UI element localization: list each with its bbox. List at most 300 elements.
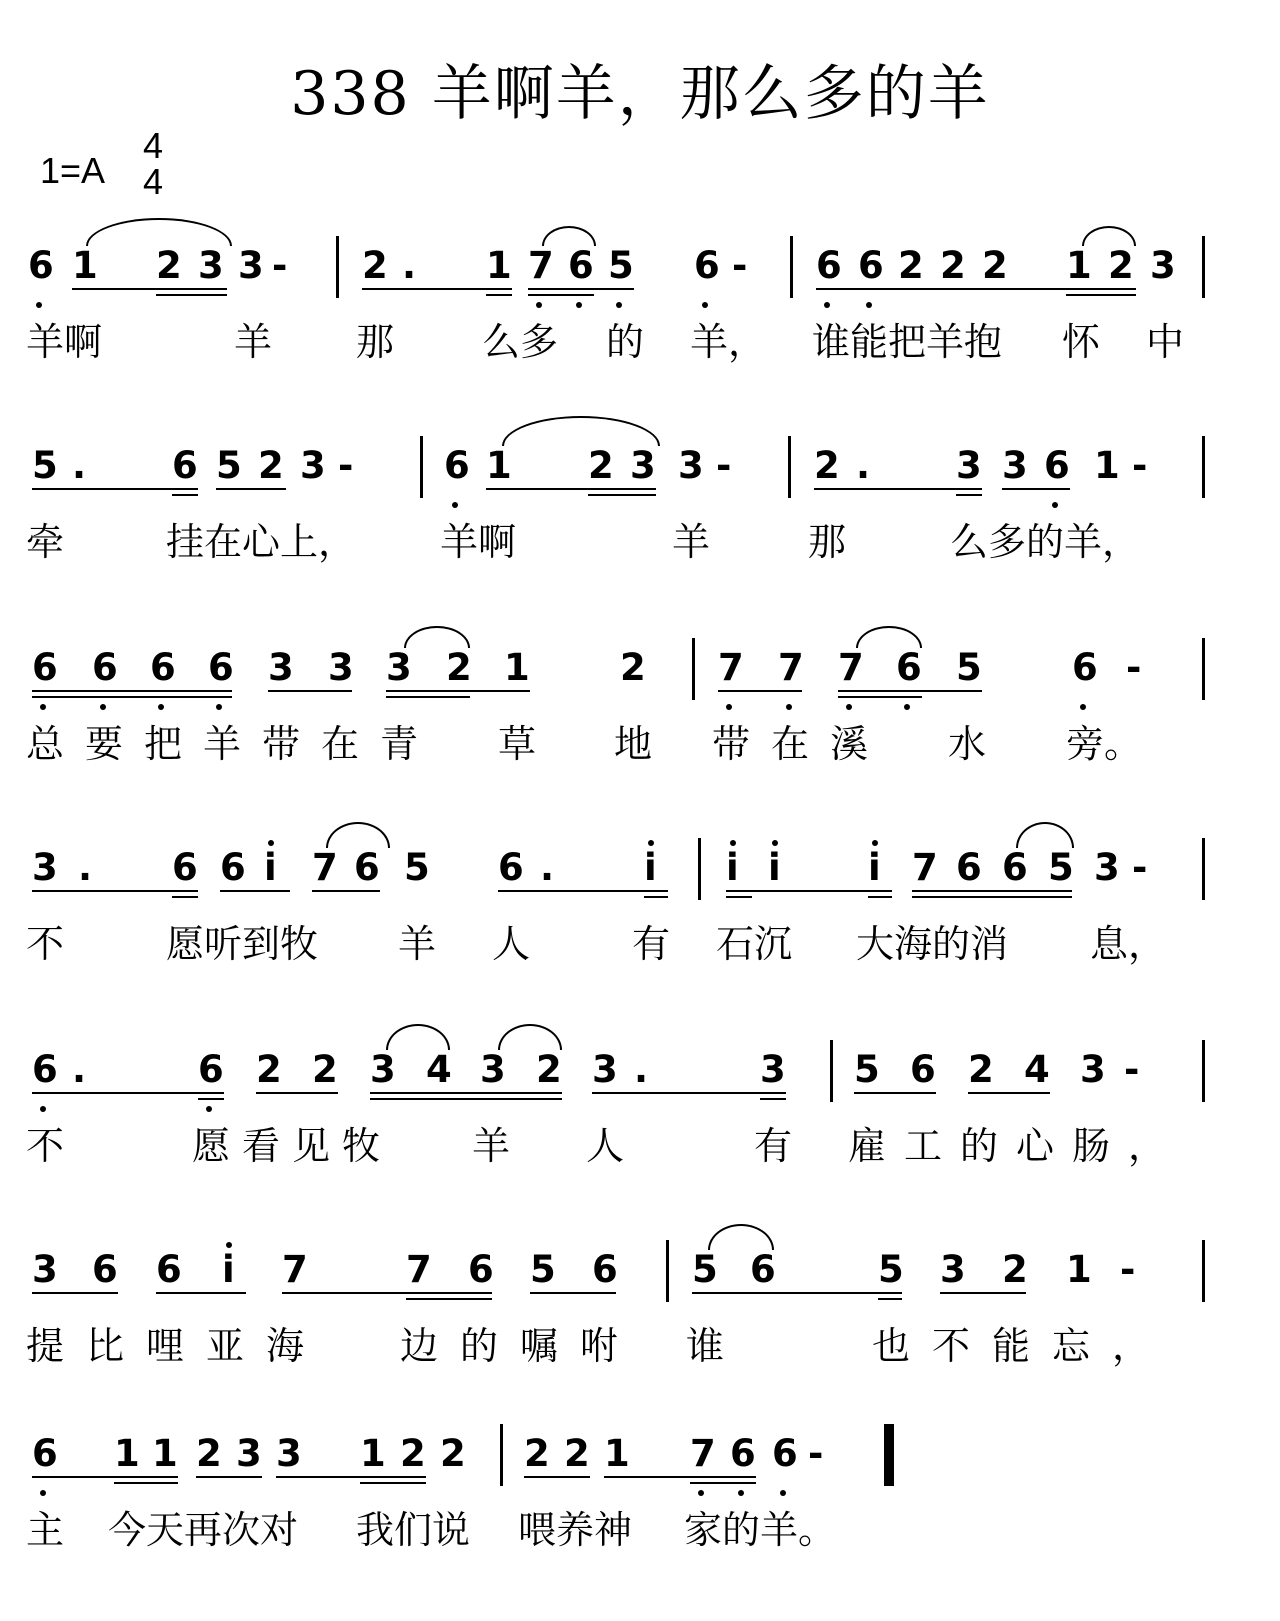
beam-underline (312, 890, 380, 892)
beam-underline (32, 1092, 224, 1094)
lyric: 大海的消 (856, 922, 1009, 966)
time-signature (138, 125, 168, 202)
key-signature: 1=A (40, 150, 106, 191)
note: 1 (152, 1432, 178, 1475)
slur (326, 822, 390, 848)
slur (502, 416, 660, 446)
lyric: 谁 (686, 1324, 725, 1368)
note: 6 (32, 1432, 58, 1475)
barline (420, 436, 423, 498)
slur (542, 226, 596, 246)
octave-dot (738, 1490, 744, 1496)
note: 6 (32, 1048, 58, 1091)
note: 7 (528, 244, 554, 287)
beam-underline (838, 696, 922, 698)
note: 6 (198, 1048, 224, 1091)
note: 6 (172, 444, 198, 487)
beam-underline (498, 890, 668, 892)
note: 6 (750, 1248, 776, 1291)
note: 3 (956, 444, 982, 487)
lyric: 息， (1090, 922, 1167, 966)
augmentation-dot: . (78, 846, 93, 889)
note: 2 (258, 444, 284, 487)
beam-underline (198, 1098, 224, 1100)
notation-line (26, 1044, 1256, 1104)
lyric: 羊啊 (26, 320, 103, 364)
lyric: 中 (1146, 320, 1185, 364)
lyric: 水 (948, 722, 987, 766)
note: 1 (486, 244, 512, 287)
octave-dot (576, 302, 582, 308)
dash-extension: - (808, 1432, 824, 1475)
note: 5 (608, 244, 634, 287)
lyric: 么多 (482, 320, 559, 364)
note: 6 (1002, 846, 1028, 889)
beam-underline (956, 494, 982, 496)
octave-dot (786, 704, 792, 710)
lyric: 带在溪 (712, 722, 890, 766)
lyrics-line (26, 720, 1256, 770)
lyric: 谁能把羊抱 (812, 320, 1003, 364)
note: i (222, 1248, 235, 1291)
beam-underline (216, 488, 286, 490)
octave-dot (36, 302, 42, 308)
note: 6 (592, 1248, 618, 1291)
note: i (726, 846, 739, 889)
dash-extension: - (1132, 846, 1148, 889)
dash-extension: - (732, 244, 748, 287)
lyric: 地 (614, 722, 653, 766)
note: 3 (32, 1248, 58, 1291)
note: 3 (238, 244, 264, 287)
note: 2 (982, 244, 1008, 287)
lyric: 牵 (26, 520, 65, 564)
beam-underline (370, 1092, 562, 1094)
beam-underline (604, 1476, 756, 1478)
beam-underline (282, 1292, 492, 1294)
lyric: 总要把羊带在青 (26, 722, 440, 766)
notation-line (26, 240, 1256, 300)
dash-extension: - (1124, 1048, 1140, 1091)
lyrics-line (26, 1506, 1256, 1556)
lyric: 愿听到牧 (166, 922, 319, 966)
octave-dot (100, 704, 106, 710)
beam-underline (868, 896, 892, 898)
barline (1202, 838, 1205, 900)
note: 4 (1024, 1048, 1050, 1091)
note: 3 (1150, 244, 1176, 287)
lyric: 羊 (672, 520, 711, 564)
note: 1 (604, 1432, 630, 1475)
note: 6 (910, 1048, 936, 1091)
note: 3 (300, 444, 326, 487)
lyric: 不 (26, 922, 65, 966)
lyric: 么多的羊， (950, 520, 1141, 564)
note: i (768, 846, 781, 889)
lyric: 羊 (398, 922, 437, 966)
beam-underline (528, 288, 634, 290)
note: 5 (404, 846, 430, 889)
lyric: 草 (498, 722, 537, 766)
octave-dot (726, 704, 732, 710)
note: 6 (92, 1248, 118, 1291)
note: 6 (220, 846, 246, 889)
beam-underline (32, 488, 198, 490)
beam-underline (530, 1292, 616, 1294)
note: i (868, 846, 881, 889)
barline (1202, 1040, 1205, 1102)
barline (1202, 436, 1205, 498)
notation-line (26, 842, 1256, 902)
beam-underline (220, 890, 290, 892)
notation-line (26, 1244, 1256, 1304)
beam-underline (32, 690, 232, 692)
note: 2 (196, 1432, 222, 1475)
barline (336, 236, 339, 298)
note: 3 (198, 244, 224, 287)
note: 6 (816, 244, 842, 287)
note: 6 (694, 244, 720, 287)
slur (386, 1024, 450, 1050)
note: 3 (630, 444, 656, 487)
beam-underline (268, 690, 352, 692)
octave-dot (730, 840, 736, 846)
lyrics-line (26, 318, 1256, 368)
lyric: 雇工的心肠， (848, 1124, 1185, 1168)
octave-dot (872, 840, 878, 846)
note: 5 (692, 1248, 718, 1291)
lyrics-line (26, 1322, 1256, 1372)
lyric: 今天再次对 (108, 1508, 299, 1552)
beam-underline (968, 1092, 1050, 1094)
note: 6 (498, 846, 524, 889)
note: 7 (912, 846, 938, 889)
lyric: 怀 (1062, 320, 1101, 364)
octave-dot (1052, 502, 1058, 508)
note: 2 (362, 244, 388, 287)
note: 2 (440, 1432, 466, 1475)
note: 1 (360, 1432, 386, 1475)
lyric: 旁。 (1066, 722, 1143, 766)
octave-dot (780, 1490, 786, 1496)
note: 6 (730, 1432, 756, 1475)
beam-underline (838, 690, 982, 692)
lyric: 我们说 (356, 1508, 471, 1552)
dash-extension: - (338, 444, 354, 487)
beam-underline (362, 288, 512, 290)
dash-extension: - (1126, 646, 1142, 689)
beam-underline (360, 1482, 426, 1484)
octave-dot (40, 1490, 46, 1496)
page-title: 338 羊啊羊，那么多的羊 (290, 59, 990, 129)
beam-underline (156, 294, 227, 296)
note: 2 (898, 244, 924, 287)
note: 1 (1094, 444, 1120, 487)
note: 3 (592, 1048, 618, 1091)
augmentation-dot: . (634, 1048, 649, 1091)
note: 2 (536, 1048, 562, 1091)
note: 6 (896, 646, 922, 689)
octave-dot (904, 704, 910, 710)
note: 7 (718, 646, 744, 689)
lyric: 那 (808, 520, 847, 564)
note: 4 (426, 1048, 452, 1091)
note: 3 (480, 1048, 506, 1091)
lyric: 石沉 (716, 922, 793, 966)
note: 5 (854, 1048, 880, 1091)
slur (1016, 822, 1074, 848)
beam-underline (760, 1098, 786, 1100)
note: 3 (1094, 846, 1120, 889)
note: 6 (156, 1248, 182, 1291)
beam-underline (814, 488, 982, 490)
beam-underline (172, 494, 198, 496)
lyric: 愿看见牧 (192, 1124, 393, 1168)
beam-underline (718, 690, 802, 692)
augmentation-dot: . (72, 444, 87, 487)
note: 1 (504, 646, 530, 689)
beam-underline (912, 890, 1072, 892)
beam-underline (690, 1482, 756, 1484)
note: 3 (678, 444, 704, 487)
note: 7 (838, 646, 864, 689)
dash-extension: - (716, 444, 732, 487)
octave-dot (1080, 704, 1086, 710)
note: 7 (312, 846, 338, 889)
beam-underline (32, 696, 232, 698)
lyric: 喂养神 (518, 1508, 633, 1552)
note: 2 (564, 1432, 590, 1475)
note: 6 (92, 646, 118, 689)
slur (404, 626, 470, 648)
barline (698, 838, 701, 900)
note: 6 (1044, 444, 1070, 487)
lyric: 挂在心上， (166, 520, 357, 564)
note: 3 (236, 1432, 262, 1475)
lyrics-line (26, 1122, 1256, 1172)
note: 7 (778, 646, 804, 689)
note: 6 (150, 646, 176, 689)
beam-underline (692, 1292, 902, 1294)
note: 5 (878, 1248, 904, 1291)
note: 3 (328, 646, 354, 689)
note: 1 (1066, 1248, 1092, 1291)
slur (856, 626, 922, 648)
beam-underline (878, 1298, 902, 1300)
beam-underline (486, 294, 512, 296)
note: i (644, 846, 657, 889)
note: 5 (956, 646, 982, 689)
octave-dot (40, 1106, 46, 1112)
dash-extension: - (272, 244, 288, 287)
note: 7 (282, 1248, 308, 1291)
note: 6 (1072, 646, 1098, 689)
note: 3 (940, 1248, 966, 1291)
barline (790, 236, 793, 298)
beam-underline (276, 1476, 426, 1478)
lyric: 有 (632, 922, 671, 966)
note: 6 (956, 846, 982, 889)
note: 2 (256, 1048, 282, 1091)
barline (1202, 638, 1205, 700)
augmentation-dot: . (856, 444, 871, 487)
beam-underline (156, 1292, 246, 1294)
note: 1 (486, 444, 512, 487)
lyric: 羊， (690, 320, 767, 364)
beam-underline (588, 494, 656, 496)
barline (788, 436, 791, 498)
note: 2 (968, 1048, 994, 1091)
beam-underline (406, 1298, 492, 1300)
lyrics-line (26, 920, 1256, 970)
lyric: 人 (492, 922, 531, 966)
octave-dot (40, 704, 46, 710)
octave-dot (216, 704, 222, 710)
lyrics-line (26, 518, 1256, 568)
dash-extension: - (1120, 1248, 1136, 1291)
augmentation-dot: . (540, 846, 555, 889)
beam-underline (386, 690, 530, 692)
note: 6 (858, 244, 884, 287)
beam-underline (370, 1098, 562, 1100)
beam-underline (172, 896, 198, 898)
note: 5 (32, 444, 58, 487)
octave-dot (772, 840, 778, 846)
note: 3 (370, 1048, 396, 1091)
time-signature-top: 4 (142, 125, 164, 166)
note: 7 (406, 1248, 432, 1291)
note: 3 (268, 646, 294, 689)
note: 5 (1048, 846, 1074, 889)
note: 3 (276, 1432, 302, 1475)
note: 5 (530, 1248, 556, 1291)
beam-underline (644, 896, 668, 898)
beam-underline (196, 1476, 262, 1478)
final-barline (884, 1424, 894, 1486)
note: 2 (400, 1432, 426, 1475)
beam-underline (386, 696, 470, 698)
octave-dot (206, 1106, 212, 1112)
note: 6 (28, 244, 54, 287)
beam-underline (726, 896, 752, 898)
beam-underline (1002, 488, 1070, 490)
octave-dot (698, 1490, 704, 1496)
note: 3 (32, 846, 58, 889)
notation-line (26, 440, 1256, 500)
slur (1082, 226, 1136, 246)
slur (708, 1224, 774, 1250)
beam-underline (32, 1292, 118, 1294)
octave-dot (616, 302, 622, 308)
note: 6 (32, 646, 58, 689)
beam-underline (114, 1482, 178, 1484)
note: 3 (1002, 444, 1028, 487)
beam-underline (256, 1092, 338, 1094)
beam-underline (32, 1476, 178, 1478)
note: 3 (386, 646, 412, 689)
note: 6 (208, 646, 234, 689)
notation-line (26, 642, 1256, 702)
time-signature-bottom: 4 (142, 161, 164, 202)
octave-dot (158, 704, 164, 710)
beam-underline (592, 1092, 786, 1094)
note: 2 (1002, 1248, 1028, 1291)
octave-dot (824, 302, 830, 308)
barline (666, 1240, 669, 1302)
beam-underline (940, 1292, 1026, 1294)
note: 2 (620, 646, 646, 689)
octave-dot (846, 704, 852, 710)
beam-underline (1066, 294, 1136, 296)
beam-underline (528, 294, 594, 296)
note: 1 (72, 244, 98, 287)
slur (498, 1024, 562, 1050)
barline (1202, 1240, 1205, 1302)
note: 2 (588, 444, 614, 487)
lyric: 那 (356, 320, 395, 364)
beam-underline (72, 288, 227, 290)
note: 1 (114, 1432, 140, 1475)
augmentation-dot: . (72, 1048, 87, 1091)
barline (500, 1424, 503, 1486)
beam-underline (32, 890, 198, 892)
octave-dot (268, 840, 274, 846)
note: 2 (312, 1048, 338, 1091)
lyric: 边的嘱咐 (400, 1324, 641, 1368)
octave-dot (226, 1242, 232, 1248)
note: 2 (446, 646, 472, 689)
lyric: 的 (606, 320, 645, 364)
octave-dot (452, 502, 458, 508)
octave-dot (536, 302, 542, 308)
note: 3 (760, 1048, 786, 1091)
note: 6 (468, 1248, 494, 1291)
note: i (264, 846, 277, 889)
lyric: 羊啊 (440, 520, 517, 564)
lyric: 人 (586, 1124, 625, 1168)
beam-underline (816, 288, 1136, 290)
beam-underline (854, 1092, 936, 1094)
beam-underline (524, 1476, 590, 1478)
note: 6 (354, 846, 380, 889)
note: 6 (772, 1432, 798, 1475)
lyric: 主 (26, 1508, 65, 1552)
note: 2 (940, 244, 966, 287)
dash-extension: - (1132, 444, 1148, 487)
beam-underline (912, 896, 1072, 898)
barline (830, 1040, 833, 1102)
slur (86, 218, 232, 246)
note: 1 (1066, 244, 1092, 287)
notation-line (26, 1428, 1256, 1488)
note: 2 (156, 244, 182, 287)
note: 2 (1108, 244, 1134, 287)
note: 3 (1080, 1048, 1106, 1091)
note: 6 (568, 244, 594, 287)
lyric: 家的羊。 (684, 1508, 837, 1552)
note: 6 (172, 846, 198, 889)
lyric: 不 (26, 1124, 65, 1168)
barline (1202, 236, 1205, 298)
lyric: 羊 (472, 1124, 511, 1168)
octave-dot (866, 302, 872, 308)
note: 5 (216, 444, 242, 487)
lyric: 提比哩亚海 (26, 1324, 327, 1368)
beam-underline (726, 890, 892, 892)
lyric: 有 (754, 1124, 793, 1168)
barline (692, 638, 695, 700)
note: 2 (814, 444, 840, 487)
